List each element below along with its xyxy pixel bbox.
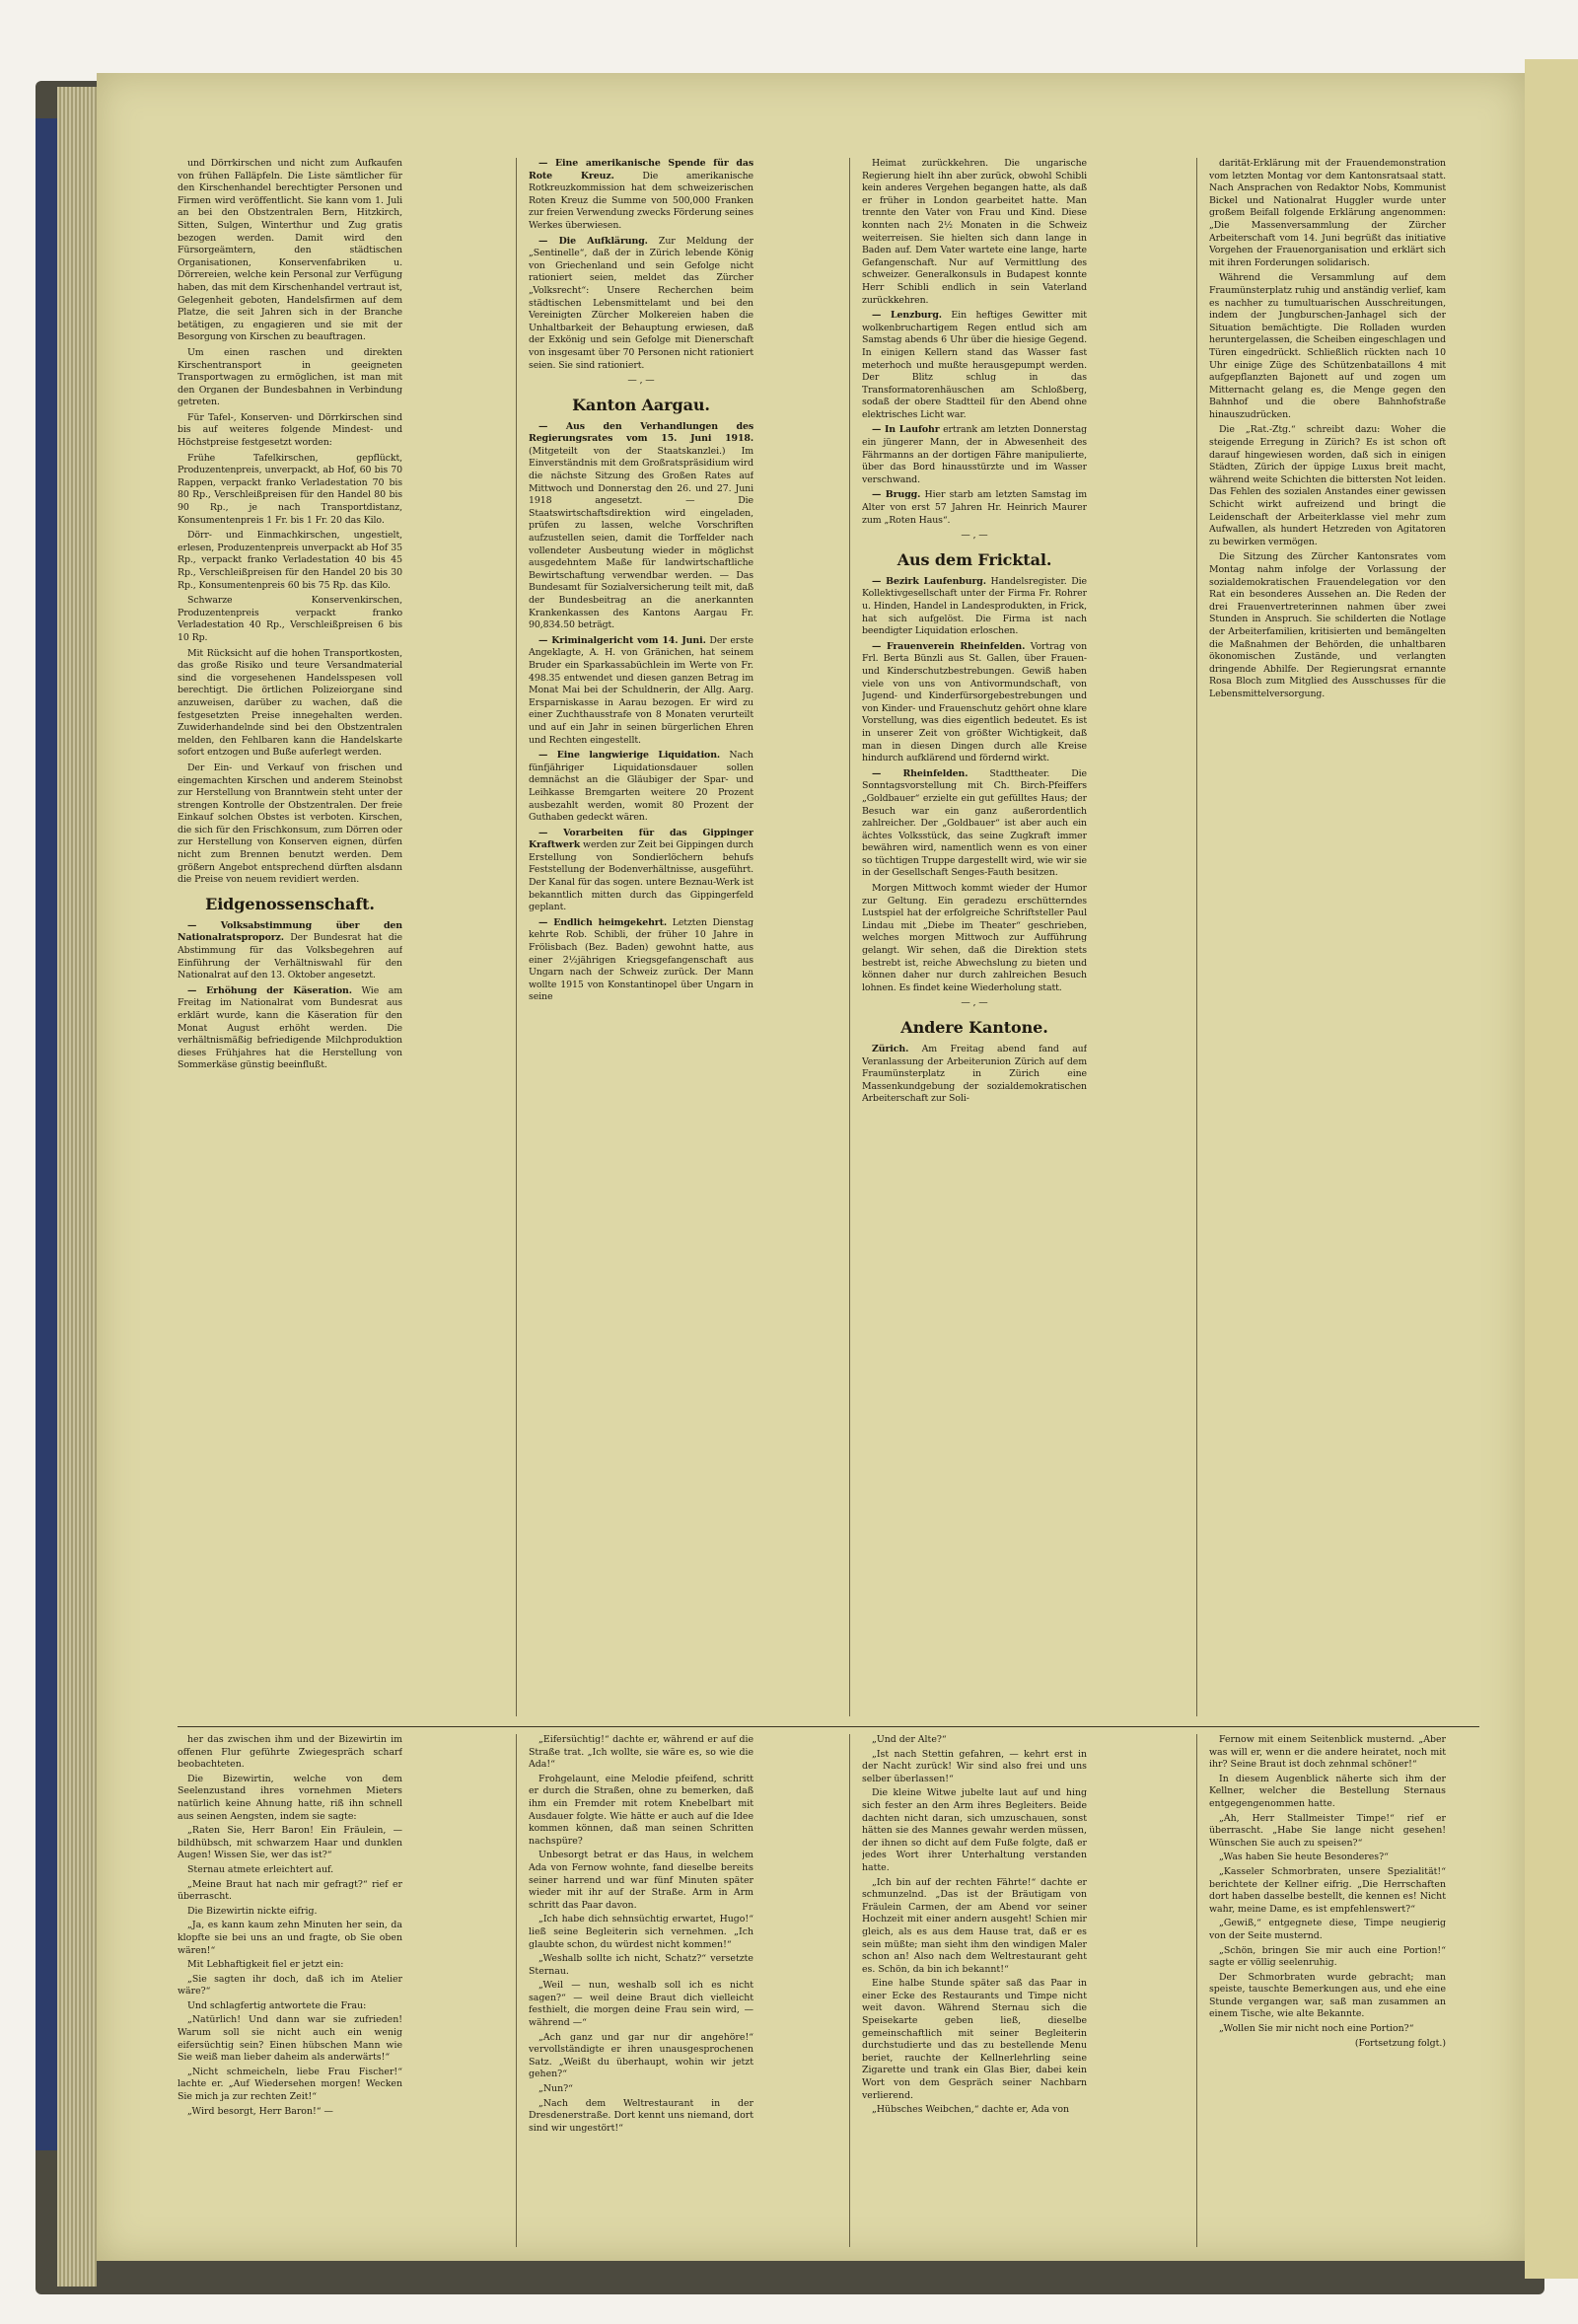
feuilleton-column-2 <box>529 1734 753 2247</box>
section-heading-kanton-aargau: Kanton Aargau. <box>572 395 710 414</box>
paragraph: Morgen Mittwoch kommt wieder der Humor zur Geltung. Ein geradezu erschütterndes Lustspiel hat der erfolgreiche Schriftsteller Paul Lindau mit „Diebe im Theater“ geschrieben, welches morgen Mittwoch zur Aufführung gelangt. Wir sehen, daß die Direktion stets bestrebt ist, reiche Abwechslung zu bieten und können daher nur durch zahlreichen Besuch lohnen. Es findet keine Wiederholung statt. <box>862 883 1087 993</box>
item-text: (Mitgeteilt von der Staatskanzlei.) Im Einverständnis mit dem Großratspräsidium wird die nächste Sitzung des Großen Rates auf Mittwoch und Donnerstag den 26. und 27. Juni 1918 angesetzt. — Die Staatswirtschaftsdirektion wird eingeladen, prüfen zu lassen, welche Vorschriften aufzustellen seien, damit die Torffelder nach vollendeter Ausbeutung wieder in möglichst ausgedehntem Maße für landwirtschaftliche Bewirtschaftung verwendbar werden. — Das Bundesamt für Sozialversicherung teilt mit, daß der Bundesbeitrag an die anerkannten Krankenkassen des Kantons Aargau Fr. 90,834.50 beträgt. <box>529 445 753 631</box>
paragraph: Mit Rücksicht auf die hohen Transportkosten, das große Risiko und teure Versandmaterial sind die vorgesehenen Handelsspesen voll berechtigt. Die örtlichen Polizeiorgane sind anzuweisen, darüber zu wachen, daß die festgesetzten Preise innegehalten werden. Zuwiderhandelnde sind bei den Obstzentralen melden, den Fehlbaren kann die Handelskarte sofort entzogen und Buße auferlegt werden. <box>178 647 402 759</box>
item-text: Hier starb am letzten Samstag im Alter von erst 57 Jahren Hr. Heinrich Maurer zum „Roten Haus“. <box>862 489 1087 526</box>
paragraph <box>862 576 1087 638</box>
paragraph: In diesem Augenblick näherte sich ihm der Kellner, welcher die Bestellung Sternaus entgegengenommen hatte. <box>1209 1773 1446 1809</box>
item-text: Stadttheater. Die Sonntagsvorstellung mit Ch. Birch-Pfeiffers „Goldbauer“ erzielte ein gut gefülltes Haus; der Besuch war ein ganz außerordentlich zahlreicher. Der „Goldbauer“ ist aber auch ein ächtes Volksstück, das seine Zugkraft immer bewähren wird, namentlich wenn es von einer so tüchtigen Truppe dargestellt wird, wie wir sie in der Gesellschaft Senges-Fauth besitzen. <box>862 767 1087 879</box>
paragraph: „Wollen Sie mir nicht noch eine Portion?“ <box>1219 2023 1414 2035</box>
paragraph: Der Ein- und Verkauf von frischen und eingemachten Kirschen und anderem Steinobst zur Herstellung von Branntwein steht unter der strengen Kontrolle der Obstzentralen. Der freie Einkauf solchen Obstes ist verboten. Kirschen, die sich für den Frischkonsum, zum Dörren oder zur Herstellung von Konserven eignen, dürfen nicht zum Brennen benutzt werden. Dem größern Angebot entsprechend dürften alsdann die Preise von neuem revidiert werden. <box>178 762 402 886</box>
feuilleton-column-1 <box>178 1734 402 2247</box>
column-rule <box>1196 158 1197 1716</box>
column-rule <box>1196 1734 1197 2247</box>
paragraph: „Raten Sie, Herr Baron! Ein Fräulein, — bildhübsch, mit schwarzem Haar und dunklen Augen! Wissen Sie, wer das ist?“ <box>178 1825 402 1861</box>
paragraph: Während die Versammlung auf dem Fraumünsterplatz ruhig und anständig verlief, kam es nachher zu tumultuarischen Ausschreitungen, indem der Jungburschen-Janhagel sich der Situation bemächtigte. Die Rolladen wurden heruntergelassen, die Scheiben eingeschlagen und Türen eingedrückt. Schließlich rückten nach 10 Uhr einige Züge des Schützenbataillons 4 mit aufgepflanzten Bajonett auf und zogen um Mitternacht gelang es, die Menge gegen den Bahnhof und die obere Bahnhofstraße hinauszudrücken. <box>1209 272 1446 420</box>
paragraph <box>862 489 1087 527</box>
paragraph: Die Bizewirtin nickte eifrig. <box>187 1905 318 1917</box>
newspaper-page <box>97 73 1525 2261</box>
item-text: Vortrag von Frl. Berta Bünzli aus St. Gallen, über Frauen- und Kinderschutzbestrebungen. Gewiß haben viele von uns von Antivormundschaft, von Jugend- und Kinderfürsorgebestrebungen und von Kinder- und Frauenschutz gehört ohne klare Vorstellung, was dies eigentlich bedeutet. Es ist in unserer Zeit von größter Wichtigkeit, daß man in diesen Dingen durch alle Kreise hindurch aufklärend und fördernd wirkt. <box>862 640 1087 764</box>
section-separator: — ‚ — <box>961 997 988 1009</box>
item-lead: — Eine amerikanische Spende für das Rote Kreuz. <box>529 158 753 182</box>
paragraph: Fernow mit einem Seitenblick musternd. „Aber was will er, wenn er die andere heiratet, noch mit ihr? Seine Braut ist doch zehnmal schöner!“ <box>1209 1734 1446 1771</box>
paragraph: „Kasseler Schmorbraten, unsere Spezialität!“ berichtete der Kellner eifrig. „Die Herrschaften dort haben dasselbe bestellt, die kennen es! Nicht wahr, meine Dame, es ist empfehlenswert?“ <box>1209 1865 1446 1915</box>
paragraph: darität-Erklärung mit der Frauendemonstration vom letzten Montag vor dem Kantonsratsaal statt. Nach Ansprachen von Redaktor Nobs, Kommunist Bickel und Nationalrat Huggler wurde unter großem Beifall folgende Erklärung angenommen: „Die Massenversammlung der Zürcher Arbeiterschaft vom 14. Juni begrüßt das initiative Vorgehen der Frauenorganisation und erklärt sich mit ihren Forderungen solidarisch. <box>1209 158 1446 268</box>
paragraph <box>862 768 1087 880</box>
item-lead: — Lenzburg. <box>872 310 942 322</box>
paragraph <box>862 310 1087 421</box>
item-lead: Zürich. <box>872 1044 909 1054</box>
feuilleton-column-4 <box>1209 1734 1446 2247</box>
paragraph: „Ach ganz und gar nur dir angehöre!“ vervollständigte er ihren unausgesprochenen Satz. „Weißt du überhaupt, wohin wir jetzt gehen?“ <box>529 2031 753 2080</box>
paragraph <box>862 641 1087 765</box>
item-lead: — Brugg. <box>872 489 921 501</box>
paragraph: „Was haben Sie heute Besonderes?“ <box>1219 1852 1389 1863</box>
paragraph: „Ich bin auf der rechten Fährte!“ dachte er schmunzelnd. „Das ist der Bräutigam von Fräulein Carmen, der am Abend vor seiner Hochzeit mit einer andern ausgeht! Schien mir gleich, als es aus dem Hause trat, daß er es sein müßte; man sieht ihm den windigen Maler schon an! Also nach dem Weltrestaurant geht es. Schön, da bin ich bekannt!“ <box>862 1876 1087 1975</box>
item-lead: — Bezirk Laufenburg. <box>872 575 986 587</box>
column-rule <box>849 158 850 1716</box>
paragraph: „Eifersüchtig!“ dachte er, während er auf die Straße trat. „Ich wollte, sie wäre es, so wie die Ada!“ <box>529 1734 753 1771</box>
item-text: Letzten Dienstag kehrte Rob. Schibli, der früher 10 Jahre in Frölisbach (Bez. Baden) gewohnt hatte, aus einer 2½jährigen Kriegsgefangenschaft aus Ungarn nach der Schweiz zurück. Der Mann wollte 1915 von Konstantinopel über Ungarn in seine <box>529 916 753 1003</box>
paragraph: „Wird besorgt, Herr Baron!“ — <box>187 2105 333 2117</box>
paragraph: Der Schmorbraten wurde gebracht; man speiste, tauschte Bemerkungen aus, und ehe eine Stunde vergangen war, saß man zusammen an einem Tische, wie alte Bekannte. <box>1209 1971 1446 2020</box>
paragraph: Um einen raschen und direkten Kirschentransport in geeigneten Transportwagen zu ermöglichen, ist man mit den Organen der Bundesbahnen in Verbindung getreten. <box>178 346 402 408</box>
paragraph <box>529 635 753 747</box>
paragraph <box>862 424 1087 486</box>
item-lead: — Erhöhung der Käseration. <box>187 984 352 996</box>
item-text: Der erste Angeklagte, A. H. von Gränichen, hat seinem Bruder ein Sparkassabüchlein im Werte von Fr. 498.35 entwendet und diesen ganzen Betrag im Monat Mai bei der Schuldnerin, der Allg. Aarg. Ersparniskasse in Aarau bezogen. Er wird zu einer Zuchthausstrafe von 8 Monaten verurteilt und auf ein Jahr in seinen bürgerlichen Ehren und Rechten eingestellt. <box>529 634 753 746</box>
item-text: Der Bundesrat hat die Abstimmung für das Volksbegehren auf Einführung der Verhältniswahl für den Nationalrat auf den 13. Oktober angesetzt. <box>178 932 402 981</box>
paragraph <box>529 158 753 233</box>
paragraph: „Weil — nun, weshalb soll ich es nicht sagen?“ — weil deine Braut dich vielleicht festhielt, die morgen deine Frau sein wird, — während —“ <box>529 1980 753 2029</box>
paragraph: Mit Lebhaftigkeit fiel er jetzt ein: <box>187 1959 344 1971</box>
section-heading-eidgenossenschaft: Eidgenossenschaft. <box>205 894 375 913</box>
column-4 <box>1209 158 1446 1716</box>
column-rule <box>516 1734 517 2247</box>
paragraph: Die „Rat.-Ztg.“ schreibt dazu: Woher die steigende Erregung in Zürich? Es ist schon oft darauf hingewiesen worden, daß sich in einigen Städten, Zürich der üppige Luxus breit macht, während weite Schichten die bittersten Not leiden. Das Fehlen des sozialen Anstandes einer gewissen Schicht wirkt aufreizend und bringt die Leidenschaft der Arbeiterklasse viel mehr zum Aufwallen, als hundert Hetzreden von Agitatoren zu bewirken vermögen. <box>1209 424 1446 547</box>
item-lead: — Aus den Verhandlungen des Regierungsrates vom 15. Juni 1918. <box>529 420 753 445</box>
item-lead: — Kriminalgericht vom 14. Juni. <box>538 634 706 646</box>
item-lead: — Eine langwierige Liquidation. <box>538 750 721 762</box>
item-lead: — In Laufohr <box>872 424 940 436</box>
paragraph: „Meine Braut hat nach mir gefragt?“ rief er überrascht. <box>178 1878 402 1903</box>
item-lead: — Volksabstimmung über den Nationalratsproporz. <box>178 919 402 944</box>
paragraph <box>529 236 753 373</box>
paragraph: her das zwischen ihm und der Bizewirtin im offenen Flur geführte Zwiegespräch scharf beobachteten. <box>178 1734 402 1771</box>
item-lead: — Die Aufklärung. <box>538 235 648 247</box>
paragraph <box>178 920 402 982</box>
paragraph: „Und der Alte?“ <box>872 1734 947 1745</box>
paragraph <box>862 1044 1087 1106</box>
section-heading-fricktal: Aus dem Fricktal. <box>897 549 1052 569</box>
item-text: Am Freitag abend fand auf Veranlassung der Arbeiterunion Zürich auf dem Fraumünsterplatz in Zürich eine Massenkundgebung der sozialdemokratischen Arbeiterschaft zur Soli- <box>862 1044 1087 1105</box>
paragraph: „Sie sagten ihr doch, daß ich im Atelier wäre?“ <box>178 1973 402 1997</box>
paragraph: (Fortsetzung folgt.) <box>1354 2037 1446 2049</box>
column-rule <box>516 158 517 1716</box>
paragraph: „Nun?“ <box>538 2083 573 2095</box>
feuilleton-rule <box>178 1726 1479 1727</box>
paragraph: Schwarze Konservenkirschen, Produzentenpreis verpackt franko Verladestation 40 Rp., Verschleißpreisen 6 bis 10 Rp. <box>178 595 402 643</box>
item-text: werden zur Zeit bei Gippingen durch Erstellung von Sondierlöchern behufs Feststellung der Bodenverhältnisse, ausgeführt. Der Kanal für das sogen. untere Beznau-Werk ist bekanntlich mitten durch das Gippingerfeld geplant. <box>529 839 753 913</box>
paragraph: Die Bizewirtin, welche von dem Seelenzustand ihres vornehmen Mieters natürlich keine Ahnung hatte, riß ihn schnell aus seinen Aengsten, indem sie sagte: <box>178 1773 402 1822</box>
paragraph <box>529 828 753 914</box>
item-text: Handelsregister. Die Kollektivgesellschaft unter der Firma Fr. Rohrer u. Hinden, Handel in Landesprodukten, in Frick, hat sich aufgelöst. Die Firma ist nach beendigter Liquidation erloschen. <box>862 575 1087 637</box>
paragraph: „Schön, bringen Sie mir auch eine Portion!“ sagte er völlig seelenruhig. <box>1209 1944 1446 1969</box>
column-rule <box>849 1734 850 2247</box>
paragraph: Sternau atmete erleichtert auf. <box>187 1863 334 1875</box>
paragraph: „Ich habe dich sehnsüchtig erwartet, Hugo!“ ließ seine Begleiterin sich vernehmen. „Ich glaubte schon, du würdest nicht kommen!“ <box>529 1914 753 1950</box>
paragraph: Heimat zurückkehren. Die ungarische Regierung hielt ihn aber zurück, obwohl Schibli kein anderes Vergehen begangen hatte, als daß er früher in London gearbeitet hatte. Man trennte den Vater von Frau und Kind. Diese konnten nach 2½ Monaten in die Schweiz weiterreisen. Sie hielten sich dann lange in Baden auf. Dem Vater wartete eine lange, harte Gefangenschaft. Nur auf Vermittlung des schweizer. Generalkonsuls in Budapest konnte Herr Schibli endlich in sein Vaterland zurückkehren. <box>862 158 1087 306</box>
paragraph <box>529 750 753 825</box>
paragraph: und Dörrkirschen und nicht zum Aufkaufen von frühen Falläpfeln. Die Liste sämtlicher für den Kirschenhandel berechtigter Personen und Firmen wird veröffentlicht. Sie kann vom 1. Juli an bei den Obstzentralen Bern, Hitzkirch, Sitten, Sulgen, Winterthur und Zug gratis bezogen werden. Damit wird den Fürsorgeämtern, den städtischen Organisationen, Konservenfabriken u. Dörrereien, welche kein Personal zur Verfügung haben, das mit dem Kirschenhandel vertraut ist, Gelegenheit geboten, Handelsfirmen auf dem Platze, die seit Jahren sich in der Branche betätigen, zu engagieren und sie mit der Besorgung von Kirschen zu beauftragen. <box>178 158 402 343</box>
item-text: Die amerikanische Rotkreuzkommission hat dem schweizerischen Roten Kreuz die Summe von 500,000 Franken zur freien Verwendung zwecks Förderung seines Werkes überwiesen. <box>529 170 753 231</box>
item-text: Zur Meldung der „Sentinelle“, daß der in Zürich lebende König von Griechenland und sein Gefolge nicht rationiert seien, meldet das Zürcher „Volksrecht“: Unsere Recherchen beim städtischen Lebensmittelamt und bei den Vereinigten Zürcher Molkereien haben die Unhaltbarkeit der Behauptung erwiesen, daß der Exkönig und sein Gefolge mit Dienerschaft von insgesamt über 70 Personen nicht rationiert seien. Sie sind rationiert. <box>529 235 753 371</box>
section-separator: — ‚ — <box>961 530 988 542</box>
section-separator: — ‚ — <box>627 375 655 387</box>
paragraph: „Natürlich! Und dann war sie zufrieden! Warum soll sie nicht auch ein wenig eifersüchtig sein? Einen hübschen Mann wie Sie weiß man lieber daheim als anderwärts!“ <box>178 2014 402 2064</box>
adjacent-page-edge <box>1525 59 1578 2279</box>
paragraph: Für Tafel-, Konserven- und Dörrkirschen sind bis auf weiteres folgende Mindest- und Höchstpreise festgesetzt worden: <box>178 411 402 449</box>
paragraph: „Ja, es kann kaum zehn Minuten her sein, da klopfte sie bei uns an und fragte, ob Sie oben wären!“ <box>178 1920 402 1956</box>
paragraph: „Hübsches Weibchen,“ dachte er, Ada von <box>872 2104 1070 2116</box>
paragraph: Die kleine Witwe jubelte laut auf und hing sich fester an den Arm ihres Begleiters. Beide dachten nicht daran, sich umzuschauen, sonst hätten sie des Mannes gewahr werden müssen, der ihnen so dicht auf dem Fuße folgte, daß er jedes Wort ihrer Unterhaltung verstanden hatte. <box>862 1787 1087 1873</box>
page-edges <box>57 87 97 2287</box>
section-heading-andere-kantone: Andere Kantone. <box>900 1018 1048 1037</box>
paragraph: Die Sitzung des Zürcher Kantonsrates vom Montag nahm infolge der Vorlassung der sozialdemokratischen Frauendelegation vor den Rat ein besonderes Aussehen an. Die Reden der drei Frauenvertreterinnen nahmen über zwei Stunden in Anspruch. Sie schilderten die Notlage der Arbeiterfamilien, kritisierten und bemängelten die Maßnahmen der Behörden, die unhaltbaren ökonomischen Zustände, und verlangten dringende Abhilfe. Der Regierungsrat ernannte Rosa Bloch zum Mitglied des Ausschusses für die Lebensmittelversorgung. <box>1209 551 1446 699</box>
paragraph: „Ah, Herr Stallmeister Timpe!“ rief er überrascht. „Habe Sie lange nicht gesehen! Wünschen Sie auch zu speisen?“ <box>1209 1812 1446 1849</box>
item-lead: — Endlich heimgekehrt. <box>538 916 668 928</box>
paragraph: Frohgelaunt, eine Melodie pfeifend, schritt er durch die Straßen, ohne zu bemerken, daß ihm ein Fremder mit rotem Knebelbart mit Ausdauer folgte. Wie hätte er auch auf die Idee kommen können, daß man seinen Schritten nachspüre? <box>529 1773 753 1847</box>
paragraph: „Nicht schmeicheln, liebe Frau Fischer!“ lachte er. „Auf Wiedersehen morgen! Wecken Sie mich ja zur rechten Zeit!“ <box>178 2066 402 2103</box>
paragraph: „Ist nach Stettin gefahren, — kehrt erst in der Nacht zurück! Wir sind also frei und uns selber überlassen!“ <box>862 1748 1087 1784</box>
book-spine <box>36 118 57 2150</box>
column-3 <box>862 158 1087 1716</box>
item-text: ertrank am letzten Donnerstag ein jüngerer Mann, der in Abwesenheit des Fährmanns an der dortigen Fähre manipulierte, über das Bord hinausstürzte und im Wasser verschwand. <box>862 424 1087 485</box>
column-1 <box>178 158 402 1716</box>
feuilleton-column-3 <box>862 1734 1087 2247</box>
paragraph: „Gewiß,“ entgegnete diese, Timpe neugierig von der Seite musternd. <box>1209 1918 1446 1941</box>
item-text: Ein heftiges Gewitter mit wolkenbruchartigem Regen entlud sich am Samstag abends 6 Uhr über die hiesige Gegend. In einigen Kellern stand das Wasser fast meterhoch und mußte herausgepumpt werden. Der Blitz schlug in das Transformatorenhäuschen am Schloßberg, sodaß der obere Stadtteil für den Abend ohne elektrisches Licht war. <box>862 310 1087 420</box>
item-lead: — Rheinfelden. <box>872 767 968 779</box>
paragraph <box>529 421 753 632</box>
paragraph: Und schlagfertig antwortete die Frau: <box>187 1999 367 2011</box>
paragraph: Dörr- und Einmachkirschen, ungestielt, erlesen, Produzentenpreis unverpackt ab Hof 35 Rp., verpackt franko Verladestation 40 bis 45 Rp., Verschleißpreisen für den Handel 20 bis 30 Rp., Konsumentenpreis 60 bis 75 Rp. das Kilo. <box>178 530 402 591</box>
item-text: Nach fünfjähriger Liquidationsdauer sollen demnächst an die Gläubiger der Spar- und Leihkasse Bremgarten weitere 20 Prozent ausbezahlt werden, womit 80 Prozent der Guthaben gedeckt wären. <box>529 750 753 824</box>
item-lead: — Frauenverein Rheinfelden. <box>872 640 1026 652</box>
column-2 <box>529 158 753 1716</box>
item-lead: — Vorarbeiten für das Gippinger Kraftwerk <box>529 827 753 851</box>
paragraph: Frühe Tafelkirschen, gepflückt, Produzentenpreis, unverpackt, ab Hof, 60 bis 70 Rappen, verpackt franko Verladestation 70 bis 80 Rp., Verschleißpreisen für den Handel 80 bis 90 Rp., je nach Transportdistanz, Konsumentenpreis 1 Fr. bis 1 Fr. 20 das Kilo. <box>178 452 402 526</box>
paragraph: Eine halbe Stunde später saß das Paar in einer Ecke des Restaurants und Timpe nicht weit davon. Während Sternau sich die Speisekarte geben ließ, dieselbe gemeinschaftlich mit seiner Begleiterin durchstudierte und das zu bestellende Menu beriet, rauchte der Kellnerlehrling seine Zigarette und trank ein Glas Bier, dabei kein Wort von dem Gespräch seiner Nachbarn verlierend. <box>862 1978 1087 2101</box>
item-text: Wie am Freitag im Nationalrat vom Bundesrat aus erklärt wurde, kann die Käseration für den Monat August erhöht werden. Die verhältnismäßig befriedigende Milchproduktion dieses Frühjahres hat die Herstellung von Sommerkäse günstig beeinflußt. <box>178 984 402 1071</box>
paragraph: „Nach dem Weltrestaurant in der Dresdenerstraße. Dort kennt uns niemand, dort sind wir ungestört!“ <box>529 2097 753 2134</box>
paragraph: „Weshalb sollte ich nicht, Schatz?“ versetzte Sternau. <box>529 1953 753 1977</box>
paragraph <box>529 917 753 1004</box>
paragraph: Unbesorgt betrat er das Haus, in welchem Ada von Fernow wohnte, fand dieselbe bereits seiner harrend und war fünf Minuten später wieder mit ihr auf der Straße. Arm in Arm schritt das Paar davon. <box>529 1850 753 1911</box>
paragraph <box>178 985 402 1072</box>
